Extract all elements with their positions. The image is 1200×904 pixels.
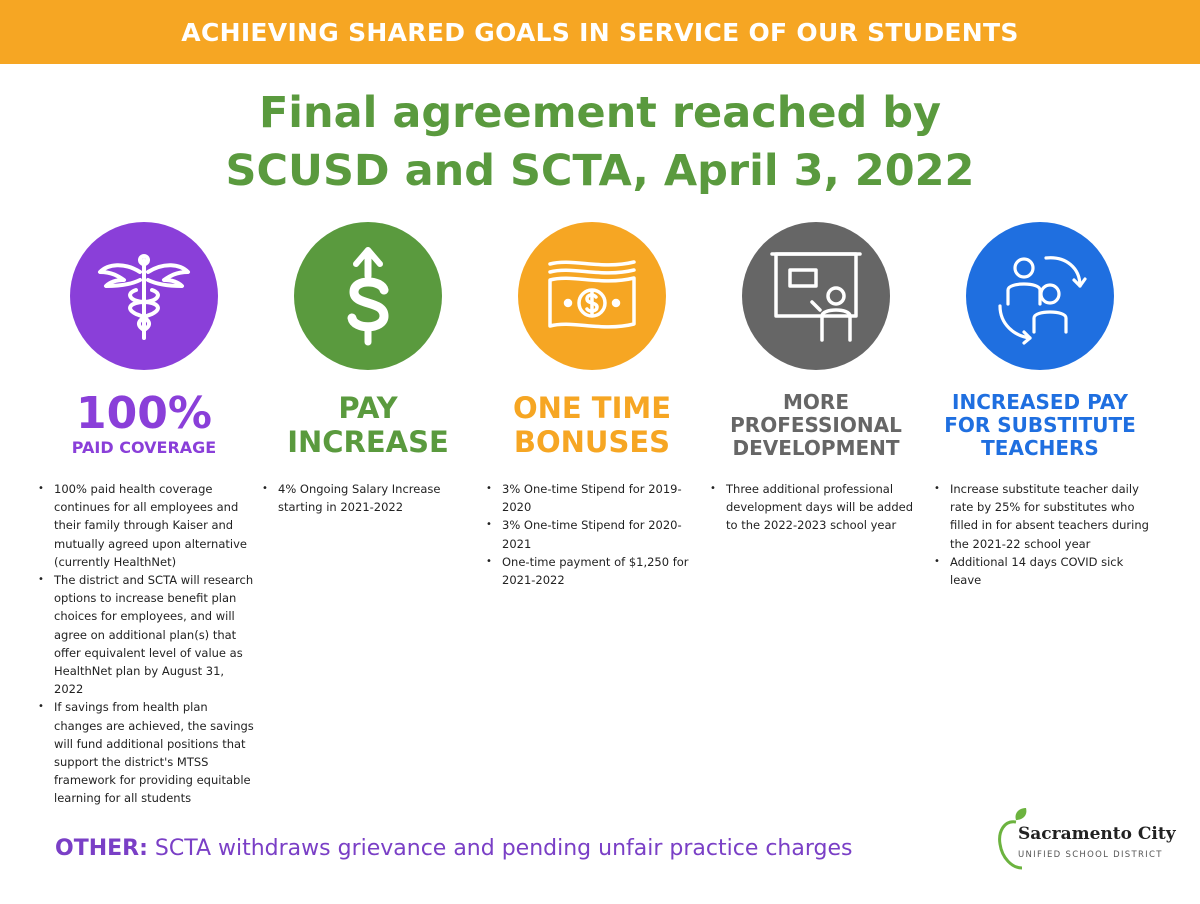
bullet-list (34, 480, 254, 808)
list-item: • The district and SCTA will research options to increase benefit plan choices for employees, and will agree on additional plan(s) that offer equivalent level of value as HealthNet plan by August 31, 2022 (34, 571, 254, 698)
other-text: SCTA withdraws grievance and pending unfair practice charges (147, 836, 853, 861)
top-banner: ACHIEVING SHARED GOALS IN SERVICE OF OUR STUDENTS (0, 0, 1200, 64)
caduceus-icon (70, 222, 218, 370)
heading-professional-development: MORE PROFESSIONAL DEVELOPMENT (730, 389, 902, 460)
money-bill-icon (518, 222, 666, 370)
bullet-list (482, 480, 702, 589)
bullet-list (706, 480, 926, 535)
list-item: • 3% One-time Stipend for 2020-2021 (482, 516, 702, 552)
heading-one-time-bonuses: ONE TIME BONUSES (512, 391, 672, 459)
list-item: • One-time payment of $1,250 for 2021-2022 (482, 553, 702, 589)
logo-subtitle: UNIFIED SCHOOL DISTRICT (1018, 850, 1163, 860)
list-item: • 3% One-time Stipend for 2019-2020 (482, 480, 702, 516)
column-paid-coverage (34, 222, 254, 808)
column-pay-increase (258, 222, 478, 516)
substitute-swap-icon (966, 222, 1114, 370)
list-item: • Additional 14 days COVID sick leave (930, 553, 1150, 589)
logo-name: Sacramento City (1018, 824, 1176, 844)
list-item: • Three additional professional development days will be added to the 2022-2023 school year (706, 480, 926, 535)
list-item: • 4% Ongoing Salary Increase starting in 2021-2022 (258, 480, 478, 516)
column-substitute-teachers (930, 222, 1150, 589)
heading-substitute-teachers: INCREASED PAY FOR SUBSTITUTE TEACHERS (944, 389, 1136, 460)
page-title (0, 84, 1200, 200)
heading-subtitle: PAID COVERAGE (71, 438, 217, 457)
list-item: • If savings from health plan changes are achieved, the savings will fund additional positions that support the district's MTSS framework for providing equitable learning for all students (34, 698, 254, 807)
list-item: • Increase substitute teacher daily rate by 25% for substitutes who filled in for absent teachers during the 2021-22 school year (930, 480, 1150, 553)
heading-percent: 100% (76, 388, 212, 439)
other-label: OTHER: (55, 836, 148, 861)
list-item: • 100% paid health coverage continues for all employees and their family through Kaiser and mutually agreed upon alternative (currently HealthNet) (34, 480, 254, 571)
district-logo (996, 806, 1176, 872)
presentation-board-icon (742, 222, 890, 370)
title-line-1: Final agreement reached by (258, 88, 942, 138)
column-one-time-bonuses (482, 222, 702, 589)
dollar-arrow-icon (294, 222, 442, 370)
bullet-list (930, 480, 1150, 589)
column-professional-development (706, 222, 926, 535)
other-note (55, 836, 852, 861)
bullet-list (258, 480, 478, 516)
heading-paid-coverage (34, 380, 254, 470)
title-line-2: SCUSD and SCTA, April 3, 2022 (225, 146, 975, 196)
heading-pay-increase: PAY INCREASE (287, 391, 449, 459)
